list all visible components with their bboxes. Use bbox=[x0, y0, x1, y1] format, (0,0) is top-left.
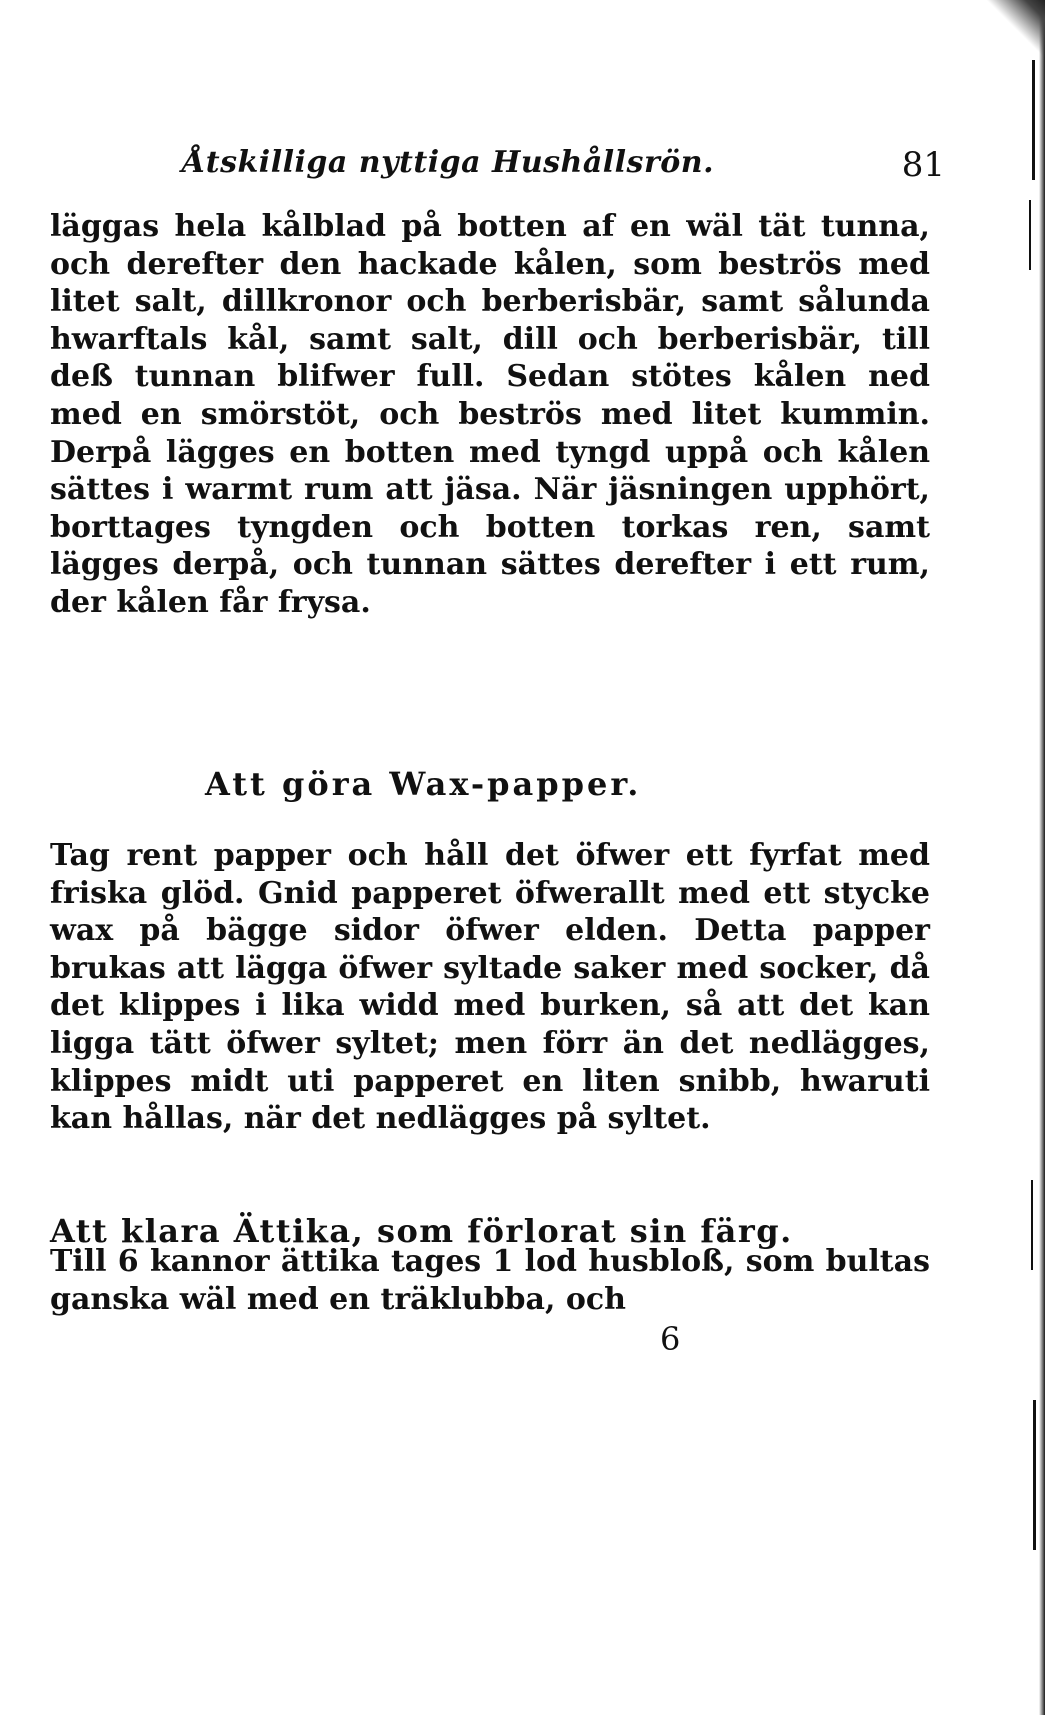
page-number: 81 bbox=[901, 145, 945, 185]
vinegar-heading: Att klara Ättika, som förlorat sin färg. bbox=[50, 1212, 793, 1250]
wax-paper-heading: Att göra Wax-papper. bbox=[205, 765, 642, 803]
running-title: Åtskilliga nyttiga Hushållsrön. bbox=[182, 145, 715, 180]
scan-edge-mark bbox=[1032, 60, 1035, 180]
scan-edge-mark bbox=[1033, 1400, 1036, 1550]
catchword: 6 bbox=[660, 1320, 681, 1358]
scan-edge-shadow bbox=[1039, 0, 1045, 1715]
vinegar-paragraph: Till 6 kannor ättika tages 1 lod husbloß, som bultas ganska wäl med en träklubba, och bbox=[50, 1244, 930, 1317]
running-head bbox=[50, 145, 970, 195]
scan-corner-shadow bbox=[975, 0, 1045, 60]
wax-paper-paragraph: Tag rent papper och håll det öfwer ett fyrfat med friska glöd. Gnid papperet öfwerallt med ett stycke wax på bägge sidor öfwer elden. Detta papper brukas att lägga öfwer syltade saker med socker, då det klippes i lika widd med burken, så att det kan ligga tätt öfwer syltet; men förr än det nedlägges, klippes midt uti papperet en liten snibb, hwaruti kan hållas, när det nedlägges på syltet. bbox=[50, 838, 930, 1137]
scan-edge-mark bbox=[1029, 200, 1031, 270]
intro-paragraph: läggas hela kålblad på botten af en wäl tät tunna, och derefter den hackade kålen, som beströs med litet salt, dillkronor och berberisbär, samt sålunda hwarftals kål, samt salt, dill och berberisbär, till deß tunnan blifwer full. Sedan stötes kålen ned med en smörstöt, och beströs med litet kummin. Derpå lägges en botten med tyngd uppå och kålen sättes i warmt rum att jäsa. När jäsningen upphört, borttages tyngden och botten torkas ren, samt lägges derpå, och tunnan sättes derefter i ett rum, der kålen får frysa. bbox=[50, 209, 930, 620]
scan-edge-mark bbox=[1031, 1180, 1033, 1270]
